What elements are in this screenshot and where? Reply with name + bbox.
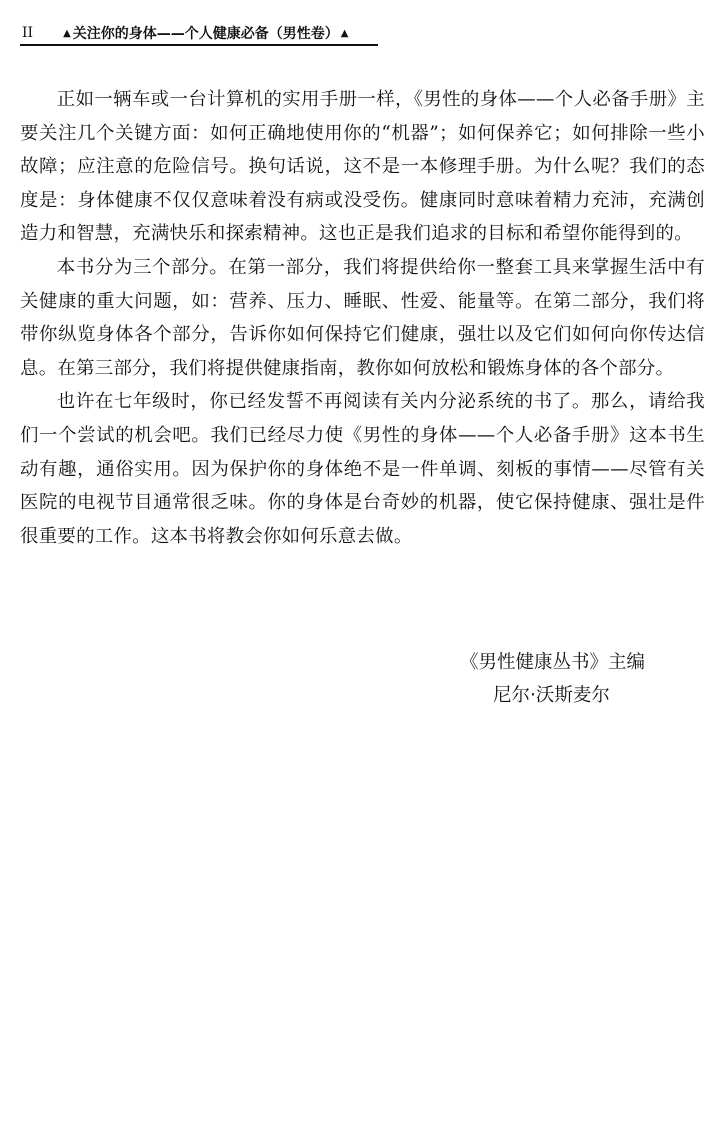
triangle-left-icon: ▲ (63, 27, 71, 39)
signature-author-name: 尼尔·沃斯麦尔 (493, 685, 610, 706)
header-title: 关注你的身体——个人健康必备（男性卷） (72, 26, 339, 42)
paragraph-2: 本书分为三个部分。在第一部分，我们将提供给你一整套工具来掌握生活中有关健康的重大问题，如：营养、压力、睡眠、性爱、能量等。在第二部分，我们将带你纵览身体各个部分，告诉你如何保持它们健康，强壮以及它们如何向你传达信息。在第三部分，我们将提供健康指南，教你如何放松和锻炼身体的各个部分。 (20, 256, 705, 379)
paragraph-1: 正如一辆车或一台计算机的实用手册一样，《男性的身体——个人必备手册》主要关注几个关键方面：如何正确地使用你的“机器”；如何保养它；如何排除一些小故障；应注意的危险信号。换句话说，这不是一本修理手册。为什么呢？我们的态度是：身体健康不仅仅意味着没有病或没受伤。健康同时意味着精力充沛，充满创造力和智慧，充满快乐和探索精神。这也正是我们追求的目标和希望你能得到的。 (20, 89, 705, 245)
page-number: II (22, 25, 34, 41)
body-text (20, 83, 705, 553)
signature-block (460, 646, 700, 712)
triangle-right-icon: ▲ (340, 27, 349, 39)
paragraph-3: 也许在七年级时，你已经发誓不再阅读有关内分泌系统的书了。那么，请给我们一个尝试的机会吧。我们已经尽力使《男性的身体——个人必备手册》这本书生动有趣，通俗实用。因为保护你的身体绝不是一件单调、刻板的事情——尽管有关医院的电视节目通常很乏味。你的身体是台奇妙的机器，使它保持健康、强壮是件很重要的工作。这本书将教会你如何乐意去做。 (20, 391, 705, 547)
signature-series-editor: 《男性健康丛书》主编 (460, 652, 646, 673)
running-header (20, 22, 378, 46)
